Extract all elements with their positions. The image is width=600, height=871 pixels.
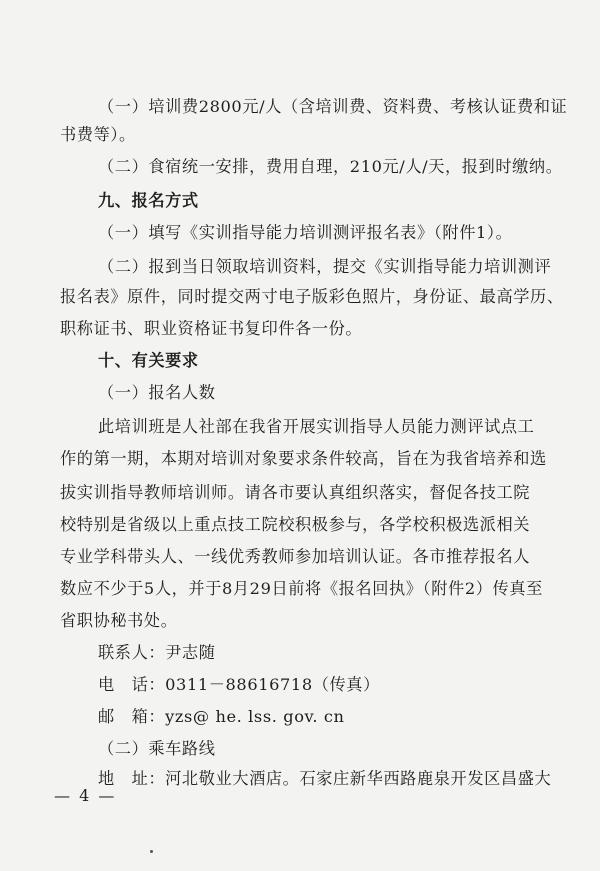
- requirements-paragraph-line-7: 省职协秘书处。: [60, 611, 178, 630]
- section-heading-registration: 九、报名方式: [98, 191, 199, 210]
- requirements-paragraph-line-6: 数应不少于5人，并于8月29日前将《报名回执》（附件2）传真至: [60, 579, 543, 598]
- registration-item-2-cont-1: 报名表》原件，同时提交两寸电子版彩色照片，身份证、最高学历、: [60, 287, 564, 306]
- scan-speck: [150, 850, 153, 853]
- address-line: 地 址：河北敬业大酒店。石家庄新华西路鹿泉开发区昌盛大: [98, 769, 552, 788]
- fee-training-line: （一）培训费2800元/人（含培训费、资料费、考核认证费和证: [98, 97, 568, 116]
- requirements-paragraph-line-3: 拔实训指导教师培训师。请各市要认真组织落实，督促各技工院: [60, 483, 531, 502]
- requirements-paragraph-line-5: 专业学科带头人、一线优秀教师参加培训认证。各市推荐报名人: [60, 547, 531, 566]
- requirements-paragraph-line-4: 校特别是省级以上重点技工院校积极参与，各学校积极选派相关: [60, 515, 531, 534]
- contact-phone: 电 话：0311－88616718（传真）: [98, 675, 380, 694]
- bleed-through-text: [330, 124, 335, 137]
- registration-item-1: （一）填写《实训指导能力培训测评报名表》（附件1）。: [98, 223, 513, 242]
- requirements-paragraph-line-1: 此培训班是人社部在我省开展实训指导人员能力测评试点工: [98, 417, 535, 436]
- section-heading-requirements: 十、有关要求: [98, 351, 199, 370]
- registration-item-2: （二）报到当日领取培训资料，提交《实训指导能力培训测评: [98, 257, 552, 276]
- requirements-paragraph-line-2: 作的第一期，本期对培训对象要求条件较高，旨在为我省培养和选: [60, 449, 547, 468]
- registration-item-2-cont-2: 职称证书、职业资格证书复印件各一份。: [60, 319, 363, 338]
- transport-subheading: （二）乘车路线: [98, 739, 216, 758]
- page-number: — 4 —: [54, 786, 117, 805]
- fee-lodging-line: （二）食宿统一安排，费用自理，210元/人/天，报到时缴纳。: [98, 157, 563, 176]
- requirements-subheading-count: （一）报名人数: [98, 383, 216, 402]
- contact-person: 联系人：尹志随: [98, 643, 216, 662]
- contact-email: 邮 箱：yzs@ he. lss. gov. cn: [98, 707, 345, 726]
- fee-training-cont: 书费等）。: [60, 125, 136, 144]
